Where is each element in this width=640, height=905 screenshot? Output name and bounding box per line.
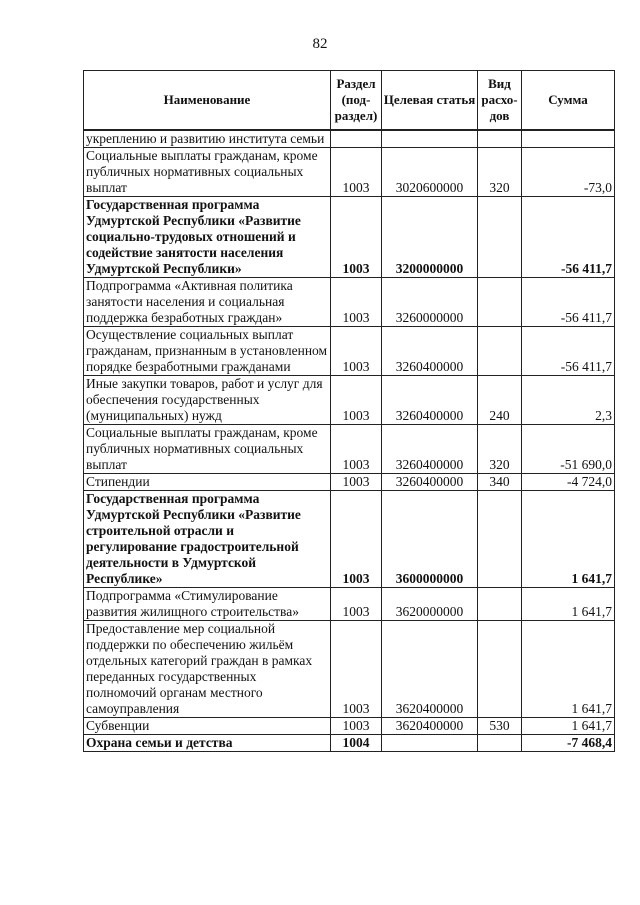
row-name: Государственная программа Удмуртской Республики «Развитие строительной отрасли и регулирование градостроительной деятельности в Удмуртской Республике»: [84, 491, 331, 588]
header-kind: Вид расхо-дов: [478, 71, 522, 131]
row-name: Государственная программа Удмуртской Республики «Развитие социально-трудовых отношений и содействие занятости населения Удмуртской Республики»: [84, 197, 331, 278]
table-row: [84, 588, 615, 621]
row-kind: [478, 588, 522, 621]
row-kind: [478, 735, 522, 752]
table-row: [84, 130, 615, 148]
row-section: 1003: [331, 425, 382, 474]
row-sum: 1 641,7: [522, 491, 615, 588]
header-target: Целевая статья: [382, 71, 478, 131]
row-kind: [478, 491, 522, 588]
row-name: Иные закупки товаров, работ и услуг для обеспечения государственных (муниципальных) нужд: [84, 376, 331, 425]
row-sum: -51 690,0: [522, 425, 615, 474]
header-sum: Сумма: [522, 71, 615, 131]
row-section: 1003: [331, 588, 382, 621]
row-section: 1003: [331, 278, 382, 327]
row-name: Социальные выплаты гражданам, кроме публичных нормативных социальных выплат: [84, 148, 331, 197]
row-name: Охрана семьи и детства: [84, 735, 331, 752]
table-row: [84, 621, 615, 718]
row-target: 3260400000: [382, 376, 478, 425]
row-kind: [478, 197, 522, 278]
row-kind: [478, 327, 522, 376]
row-target: 3260400000: [382, 474, 478, 491]
row-target: 3620400000: [382, 718, 478, 735]
row-kind: 240: [478, 376, 522, 425]
row-target: 3620000000: [382, 588, 478, 621]
row-sum: -56 411,7: [522, 197, 615, 278]
table-row: [84, 735, 615, 752]
row-section: [331, 130, 382, 148]
row-sum: -4 724,0: [522, 474, 615, 491]
row-name: Подпрограмма «Активная политика занятости населения и социальная поддержка безработных граждан»: [84, 278, 331, 327]
row-sum: [522, 130, 615, 148]
row-target: 3020600000: [382, 148, 478, 197]
table-row: [84, 327, 615, 376]
table-row: [84, 491, 615, 588]
row-target: [382, 735, 478, 752]
row-kind: 320: [478, 425, 522, 474]
row-sum: -56 411,7: [522, 278, 615, 327]
row-target: 3260000000: [382, 278, 478, 327]
budget-table: [83, 70, 615, 752]
row-section: 1003: [331, 491, 382, 588]
row-kind: [478, 130, 522, 148]
row-name: Стипендии: [84, 474, 331, 491]
row-name: Подпрограмма «Стимулирование развития жилищного строительства»: [84, 588, 331, 621]
row-name: Предоставление мер социальной поддержки по обеспечению жильём отдельных категорий граждан в рамках переданных государственных полномочий органам местного самоуправления: [84, 621, 331, 718]
row-section: 1003: [331, 474, 382, 491]
row-section: 1003: [331, 148, 382, 197]
table-row: [84, 376, 615, 425]
row-target: 3620400000: [382, 621, 478, 718]
row-name: Субвенции: [84, 718, 331, 735]
row-kind: 320: [478, 148, 522, 197]
row-section: 1003: [331, 621, 382, 718]
table-row: [84, 474, 615, 491]
row-sum: -73,0: [522, 148, 615, 197]
row-kind: [478, 621, 522, 718]
row-target: 3200000000: [382, 197, 478, 278]
row-name: укреплению и развитию института семьи: [84, 130, 331, 148]
row-kind: 340: [478, 474, 522, 491]
table-row: [84, 718, 615, 735]
row-section: 1003: [331, 327, 382, 376]
table-row: [84, 278, 615, 327]
row-target: 3600000000: [382, 491, 478, 588]
table-row: [84, 425, 615, 474]
row-sum: -56 411,7: [522, 327, 615, 376]
row-target: [382, 130, 478, 148]
row-name: Осуществление социальных выплат гражданам, признанным в установленном порядке безработными гражданами: [84, 327, 331, 376]
row-kind: [478, 278, 522, 327]
row-sum: -7 468,4: [522, 735, 615, 752]
row-section: 1003: [331, 197, 382, 278]
table-row: [84, 197, 615, 278]
row-section: 1003: [331, 376, 382, 425]
row-target: 3260400000: [382, 327, 478, 376]
table-row: [84, 148, 615, 197]
row-section: 1004: [331, 735, 382, 752]
row-name: Социальные выплаты гражданам, кроме публичных нормативных социальных выплат: [84, 425, 331, 474]
table-header-row: [84, 71, 615, 131]
row-section: 1003: [331, 718, 382, 735]
row-sum: 1 641,7: [522, 718, 615, 735]
row-sum: 1 641,7: [522, 588, 615, 621]
page-number: 82: [312, 36, 328, 52]
row-target: 3260400000: [382, 425, 478, 474]
header-name: Наименование: [84, 71, 331, 131]
row-kind: 530: [478, 718, 522, 735]
row-sum: 2,3: [522, 376, 615, 425]
header-section: Раздел (под-раздел): [331, 71, 382, 131]
row-sum: 1 641,7: [522, 621, 615, 718]
